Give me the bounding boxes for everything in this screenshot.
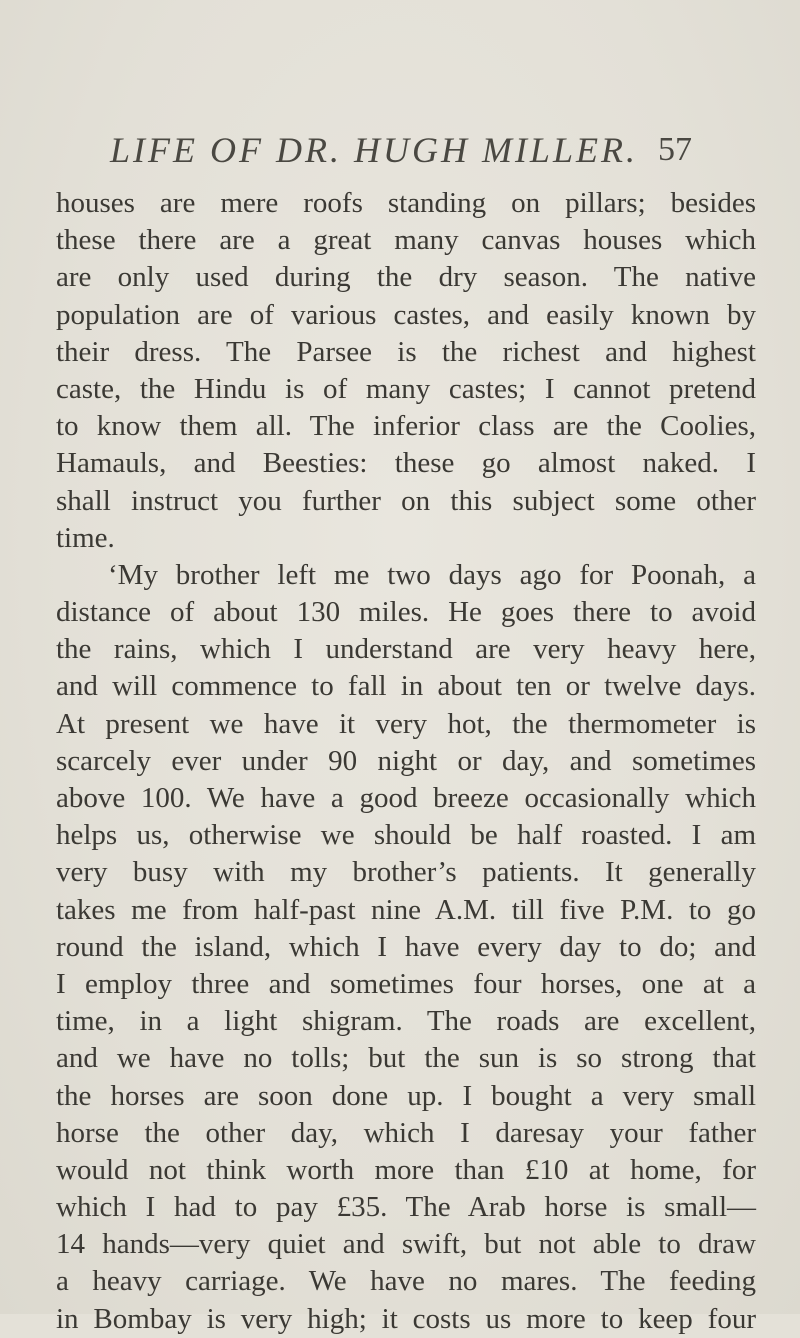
text-line: round the island, which I have every day to do; and <box>56 930 756 963</box>
text-line: population are of various castes, and easily known by <box>56 298 756 331</box>
text-line: horse the other day, which I daresay your father <box>56 1116 756 1149</box>
text-line: a heavy carriage. We have no mares. The feeding <box>56 1265 756 1298</box>
text-line: ‘My brother left me two days ago for Poonah, a <box>108 558 756 591</box>
running-head: LIFE OF DR. HUGH MILLER. <box>110 130 638 170</box>
text-line: and we have no tolls; but the sun is so strong that <box>56 1042 756 1075</box>
text-line: in Bombay is very high; it costs us more to keep four <box>56 1302 756 1335</box>
text-line: At present we have it very hot, the thermometer is <box>56 707 756 740</box>
text-line: I employ three and sometimes four horses, one at a <box>56 967 756 1000</box>
text-line: shall instruct you further on this subject some other <box>56 484 756 517</box>
text-line: the rains, which I understand are very heavy here, <box>56 633 756 666</box>
page-number: 57 <box>658 131 692 168</box>
text-line: caste, the Hindu is of many castes; I cannot pretend <box>56 372 756 405</box>
text-line: takes me from half-past nine A.M. till five P.M. to go <box>56 893 756 926</box>
text-line: which I had to pay £35. The Arab horse is small— <box>56 1191 756 1224</box>
text-line: scarcely ever under 90 night or day, and sometimes <box>56 744 756 777</box>
text-line: above 100. We have a good breeze occasionally which <box>56 782 756 814</box>
text-line: would not think worth more than £10 at home, for <box>56 1153 756 1186</box>
body-text <box>56 185 756 1338</box>
text-line: distance of about 130 miles. He goes there to avoid <box>56 596 756 629</box>
text-line: are only used during the dry season. The native <box>56 261 756 294</box>
page-header <box>110 130 800 174</box>
text-line: very busy with my brother’s patients. It generally <box>56 856 756 889</box>
text-line: to know them all. The inferior class are the Coolies, <box>56 410 756 443</box>
text-line: 14 hands—very quiet and swift, but not able to draw <box>56 1228 756 1261</box>
text-line: houses are mere roofs standing on pillars; besides <box>56 187 756 219</box>
text-line: time, in a light shigram. The roads are excellent, <box>56 1005 756 1038</box>
text-line: the horses are soon done up. I bought a very small <box>56 1079 756 1112</box>
text-line: Hamauls, and Beesties: these go almost naked. I <box>56 447 756 480</box>
text-line: their dress. The Parsee is the richest and highest <box>56 335 756 368</box>
text-line: these there are a great many canvas houses which <box>56 224 756 257</box>
text-line: and will commence to fall in about ten or twelve days. <box>56 670 756 703</box>
text-line: helps us, otherwise we should be half roasted. I am <box>56 819 756 852</box>
text-line: time. <box>56 521 115 554</box>
